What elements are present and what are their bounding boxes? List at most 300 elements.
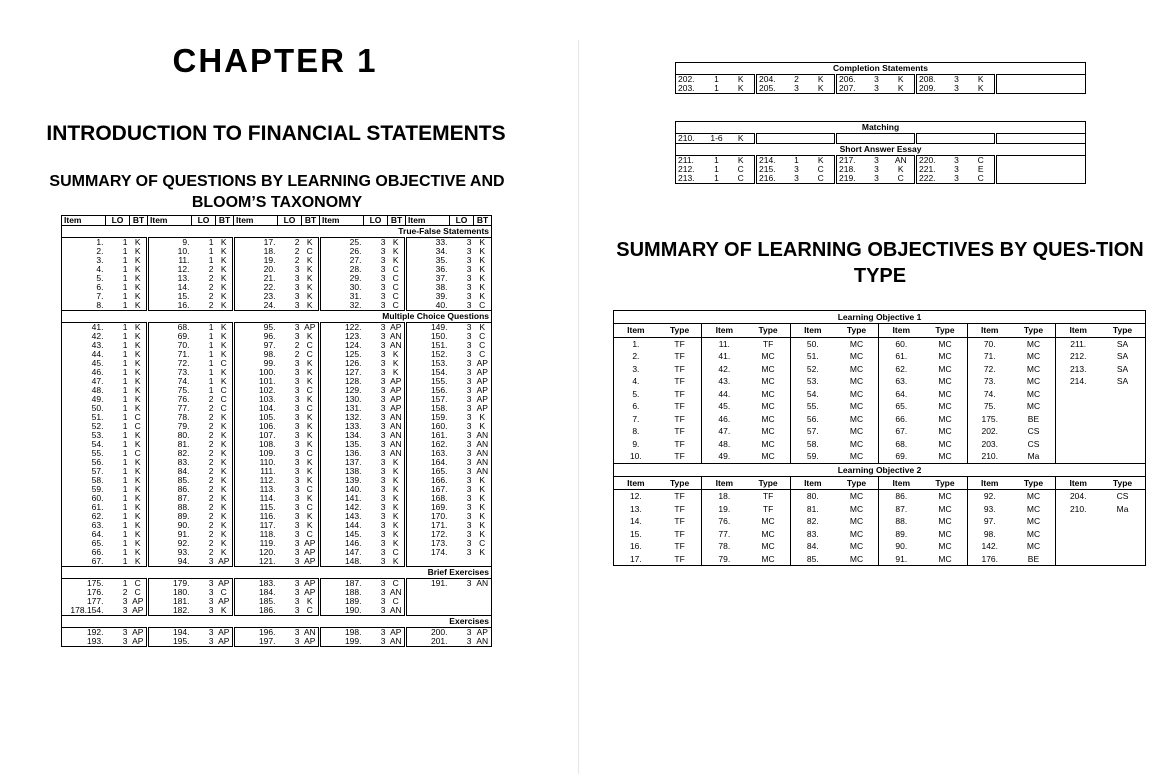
table-cell: 3: [946, 174, 968, 184]
table-cell: K: [220, 422, 227, 431]
table-cell: 10.: [614, 450, 658, 463]
table-cell: 194.: [148, 628, 192, 638]
table-cell: 163.: [406, 449, 450, 458]
empty-cell: [996, 174, 1086, 184]
table-cell: 96.: [234, 332, 278, 341]
table-cell: 3: [208, 627, 214, 637]
table-cell: [1100, 425, 1145, 438]
table-cell: 53.: [91, 431, 104, 440]
column-header: Item: [320, 216, 364, 226]
table-cell: 168.: [406, 494, 450, 503]
table-cell: 158.: [406, 404, 450, 413]
table-cell: 2: [794, 74, 799, 84]
table-cell: 211.: [676, 156, 706, 166]
table-cell: 185.: [234, 597, 278, 606]
table-cell: 102.: [234, 386, 278, 395]
table-cell: MC: [938, 351, 952, 361]
table-cell: K: [134, 395, 141, 404]
table-cell: 3: [278, 637, 302, 647]
table-cell: AP: [302, 637, 320, 647]
table-cell: K: [888, 75, 916, 85]
table-cell: 3: [380, 627, 386, 637]
table-cell: 75.: [148, 386, 192, 395]
table-cell: 3: [466, 476, 472, 485]
table-cell: MC: [761, 351, 775, 361]
table-cell: K: [392, 512, 399, 521]
column-header: Item: [967, 324, 1011, 338]
table-cell: K: [306, 274, 313, 283]
column-header: BT: [216, 216, 234, 226]
table-cell: 1: [122, 431, 128, 440]
table-row: [62, 579, 492, 589]
table-cell: 111.: [234, 467, 278, 476]
table-cell: 184.: [234, 588, 278, 597]
table-cell: 3: [294, 283, 300, 292]
table-cell: 3: [294, 332, 300, 341]
table-cell: 108.: [234, 440, 278, 449]
table-cell: 1: [794, 155, 799, 165]
table-cell: 76.: [148, 395, 192, 404]
column-header: Type: [1012, 476, 1056, 490]
column-header: LO: [278, 216, 302, 226]
table-cell: 89.: [879, 528, 923, 541]
table-cell: C: [392, 265, 399, 274]
table-cell: AN: [888, 156, 916, 166]
table-cell: C: [306, 449, 313, 458]
table-cell: 154.: [406, 368, 450, 377]
table-cell: 159.: [406, 413, 450, 422]
table-cell: 117.: [234, 521, 278, 530]
table-cell: [1056, 515, 1100, 528]
table-cell: [1100, 528, 1145, 541]
table-cell: 90.: [148, 521, 192, 530]
table-cell: MC: [938, 363, 952, 374]
table-cell: MC: [938, 388, 952, 399]
table-cell: C: [808, 174, 836, 184]
table-cell: 70.: [148, 341, 192, 350]
table-cell: 3: [294, 292, 300, 301]
table-cell: 54.: [91, 440, 104, 449]
table-cell: 109.: [234, 449, 278, 458]
column-header: Type: [923, 324, 967, 338]
table-cell: 147.: [320, 548, 364, 557]
table-cell: 79.: [148, 422, 192, 431]
table-cell: 3: [874, 155, 879, 165]
table-cell: C: [392, 274, 399, 283]
table-row: [676, 134, 1086, 144]
table-row: [614, 425, 1146, 438]
table-cell: 190.: [320, 606, 364, 616]
table-cell: K: [392, 530, 399, 539]
table-cell: 3: [208, 597, 214, 606]
table-cell: 136.: [320, 449, 364, 458]
table-cell: K: [134, 386, 141, 395]
empty-cell: [888, 134, 916, 144]
table-row: [62, 422, 492, 431]
table-cell: 2: [294, 237, 300, 247]
table-cell: 6.: [96, 283, 104, 292]
table-cell: 1: [122, 256, 128, 265]
table-cell: 3: [466, 467, 472, 476]
table-cell: 9.: [632, 438, 640, 449]
table-cell: 2: [208, 395, 214, 404]
section-title: Short Answer Essay: [676, 144, 1086, 156]
table-cell: AN: [476, 449, 489, 458]
table-cell: 39.: [406, 292, 450, 301]
table-cell: 52.: [91, 422, 104, 431]
column-header: Item: [614, 476, 658, 490]
table-cell: 3: [380, 476, 386, 485]
table-cell: 74.: [148, 377, 192, 386]
table-cell: K: [479, 413, 486, 422]
table-cell: 1: [714, 74, 719, 84]
table-cell: K: [134, 274, 141, 283]
table-cell: 1: [122, 467, 128, 476]
table-row: [62, 292, 492, 301]
table-cell: K: [134, 404, 141, 413]
table-cell: 3: [466, 503, 472, 512]
table-cell: K: [134, 341, 141, 350]
empty-cell: [968, 134, 996, 144]
table-cell: 3: [208, 578, 214, 588]
table-cell: 3: [874, 74, 879, 84]
table-cell: K: [306, 413, 313, 422]
table-cell: AP: [390, 377, 402, 386]
table-cell: 177.: [86, 597, 104, 606]
table-cell: 55.: [790, 400, 834, 413]
table-cell: MC: [761, 438, 775, 449]
table-cell: 1: [208, 237, 214, 247]
table-cell: 221.: [916, 165, 946, 174]
table-cell: 110.: [234, 458, 278, 467]
table-cell: TF: [674, 401, 685, 411]
table-cell: K: [134, 322, 141, 332]
table-cell: AN: [389, 440, 402, 449]
table-cell: 202.: [676, 75, 706, 85]
table-cell: 18.: [702, 490, 746, 503]
table-cell: 3: [380, 548, 386, 557]
table-cell: 137.: [320, 458, 364, 467]
table-cell: 176.: [86, 588, 104, 597]
table-cell: 3: [954, 165, 959, 174]
table-cell: 3: [946, 84, 968, 94]
table-cell: MC: [849, 438, 864, 449]
table-cell: K: [306, 521, 313, 530]
table-cell: 47.: [702, 425, 746, 438]
table-cell: 44.: [702, 388, 746, 401]
table-row: [676, 165, 1086, 174]
table-cell: C: [888, 174, 916, 184]
table-cell: K: [134, 283, 141, 292]
table-cell: AP: [390, 627, 402, 637]
table-cell: 16.: [629, 541, 642, 551]
table-cell: 3: [466, 395, 472, 404]
section-header: [62, 226, 492, 238]
table-cell: AN: [388, 606, 406, 616]
lo-by-question-type-table: [613, 310, 1146, 566]
table-cell: TF: [762, 503, 774, 514]
table-cell: C: [306, 485, 313, 494]
table-cell: TF: [674, 516, 685, 526]
table-cell: 1: [122, 322, 128, 332]
table-cell: 104.: [234, 404, 278, 413]
table-cell: BE: [1012, 553, 1056, 566]
table-cell: 99.: [234, 359, 278, 368]
table-cell: Ma: [1116, 503, 1129, 514]
table-cell: 3: [466, 368, 472, 377]
table-cell: K: [306, 422, 313, 431]
table-cell: 116.: [234, 512, 278, 521]
table-cell: 3: [466, 440, 472, 449]
table-cell: 82.: [148, 449, 192, 458]
table-cell: 3: [466, 485, 472, 494]
table-cell: 203.: [967, 438, 1011, 451]
table-cell: MC: [761, 541, 775, 551]
table-cell: 172.: [406, 530, 450, 539]
table-cell: 3: [294, 404, 300, 413]
table-cell: 174.: [406, 548, 450, 557]
table-cell: 126.: [320, 359, 364, 368]
table-cell: 60.: [879, 337, 923, 350]
table-cell: 3: [294, 359, 300, 368]
table-cell: MC: [849, 376, 864, 386]
table-cell: AN: [389, 422, 402, 431]
table-cell: K: [392, 359, 399, 368]
empty-cell: [996, 134, 1086, 144]
table-cell: 6.: [632, 401, 640, 411]
table-row: [614, 400, 1146, 413]
table-cell: 50.: [790, 337, 834, 350]
table-cell: 3: [294, 476, 300, 485]
table-cell: 156.: [406, 386, 450, 395]
table-cell: 87.: [879, 503, 923, 516]
table-cell: AN: [389, 332, 402, 341]
table-cell: 152.: [406, 350, 450, 359]
table-cell: K: [306, 292, 313, 301]
table-cell: 205.: [756, 84, 786, 94]
table-cell: K: [479, 256, 486, 265]
table-cell: 2: [208, 548, 214, 557]
table-cell: 2: [208, 458, 214, 467]
table-cell: 9.: [148, 238, 192, 248]
table-cell: 149.: [406, 323, 450, 333]
table-cell: 44.: [91, 350, 104, 359]
table-row: [62, 637, 492, 647]
table-cell: 59.: [91, 485, 104, 494]
table-cell: 36.: [406, 265, 450, 274]
table-cell: 66.: [91, 548, 104, 557]
table-cell: 14.: [629, 516, 642, 526]
table-cell: MC: [1026, 363, 1041, 374]
column-header: Item: [62, 216, 106, 226]
chapter-title: INTRODUCTION TO FINANCIAL STATEMENTS: [46, 122, 506, 145]
table-cell: K: [306, 431, 313, 440]
table-cell: TF: [674, 438, 685, 449]
table-cell: MC: [938, 516, 952, 526]
table-cell: 2: [208, 530, 214, 539]
table-cell: 155.: [406, 377, 450, 386]
table-cell: 106.: [234, 422, 278, 431]
table-row: [62, 494, 492, 503]
table-row: [62, 350, 492, 359]
table-cell: 3: [294, 386, 300, 395]
table-cell: 49.: [91, 395, 104, 404]
table-cell: 210.: [967, 450, 1011, 463]
table-cell: 3: [294, 440, 300, 449]
table-cell: K: [392, 521, 399, 530]
table-cell: K: [134, 256, 141, 265]
table-cell: 3: [294, 322, 300, 332]
column-header: Item: [967, 476, 1011, 490]
table-cell: 59.: [790, 450, 834, 463]
table-cell: 16.: [148, 301, 192, 311]
table-cell: K: [392, 237, 399, 247]
table-cell: AP: [304, 578, 316, 588]
table-row: [62, 368, 492, 377]
table-cell: 134.: [320, 431, 364, 440]
table-cell: 3: [294, 597, 300, 606]
table-cell: 3: [380, 265, 386, 274]
table-cell: 1: [208, 332, 214, 341]
table-cell: 191.: [406, 579, 450, 589]
section-title: Completion Statements: [676, 63, 1086, 75]
table-cell: 215.: [756, 165, 786, 174]
table-cell: 1: [122, 485, 128, 494]
table-cell: 42.: [702, 363, 746, 376]
table-cell: AP: [476, 404, 488, 413]
table-cell: 3: [294, 458, 300, 467]
table-cell: 3: [380, 404, 386, 413]
table-cell: K: [130, 557, 148, 567]
empty-cell: [866, 134, 888, 144]
table-cell: 48.: [702, 438, 746, 451]
table-cell: 1: [714, 155, 719, 165]
table-cell: MC: [761, 376, 775, 386]
table-cell: [474, 606, 492, 616]
table-cell: K: [728, 75, 756, 85]
table-cell: 61.: [879, 350, 923, 363]
table-cell: Ma: [1012, 450, 1056, 463]
table-cell: 31.: [320, 292, 364, 301]
table-cell: 2: [208, 292, 214, 301]
table-cell: 12.: [148, 265, 192, 274]
table-row: [676, 174, 1086, 184]
table-cell: 3: [380, 530, 386, 539]
table-cell: [450, 597, 474, 606]
empty-cell: [836, 134, 866, 144]
table-cell: K: [306, 265, 313, 274]
table-cell: 27.: [320, 256, 364, 265]
table-cell: K: [134, 539, 141, 548]
table-cell: AP: [304, 322, 316, 332]
table-cell: K: [392, 458, 399, 467]
column-header: Item: [790, 324, 834, 338]
table-cell: 2: [208, 512, 214, 521]
table-cell: 167.: [406, 485, 450, 494]
table-cell: 43.: [91, 341, 104, 350]
table-cell: K: [808, 75, 836, 85]
table-cell: 1: [122, 292, 128, 301]
table-cell: C: [134, 578, 141, 588]
table-row: [62, 503, 492, 512]
table-cell: 182.: [148, 606, 192, 616]
table-cell: 46.: [91, 368, 104, 377]
table-cell: C: [479, 350, 486, 359]
table-cell: 1: [122, 237, 128, 247]
table-cell: K: [392, 256, 399, 265]
table-cell: K: [220, 368, 227, 377]
table-cell: AP: [218, 627, 230, 637]
table-cell: 7.: [96, 292, 104, 301]
table-cell: K: [808, 156, 836, 166]
table-cell: 73.: [967, 375, 1011, 388]
table-cell: K: [306, 368, 313, 377]
column-header: LO: [364, 216, 388, 226]
table-cell: [1056, 438, 1100, 451]
column-header: BT: [388, 216, 406, 226]
table-row: [62, 377, 492, 386]
table-cell: [1056, 425, 1100, 438]
table-cell: K: [479, 512, 486, 521]
table-cell: 193.: [62, 637, 106, 647]
table-cell: K: [728, 134, 756, 144]
table-cell: 213.: [676, 174, 706, 184]
table-cell: 91.: [148, 530, 192, 539]
table-cell: C: [479, 341, 486, 350]
table-cell: 213.: [1056, 363, 1100, 376]
table-cell: 75.: [967, 400, 1011, 413]
table-cell: [1056, 528, 1100, 541]
table-cell: 62.: [879, 363, 923, 376]
table-cell: 3: [294, 467, 300, 476]
table-cell: 3: [380, 449, 386, 458]
table-row: [62, 413, 492, 422]
table-cell: 67.: [62, 557, 106, 567]
section-header: [62, 311, 492, 323]
table-cell: 92.: [967, 490, 1011, 503]
table-cell: 197.: [234, 637, 278, 647]
table-cell: AP: [476, 627, 488, 637]
table-cell: 3: [466, 274, 472, 283]
table-cell: 118.: [234, 530, 278, 539]
table-cell: AN: [476, 458, 489, 467]
table-cell: 1: [122, 440, 128, 449]
table-cell: 3: [874, 165, 879, 174]
table-cell: AN: [476, 578, 489, 588]
table-cell: K: [134, 548, 141, 557]
table-cell: MC: [1026, 388, 1041, 399]
table-cell: C: [306, 350, 313, 359]
table-cell: 3: [122, 627, 128, 637]
table-row: [62, 283, 492, 292]
table-cell: TF: [674, 426, 685, 436]
table-cell: AN: [389, 413, 402, 422]
table-cell: 3: [294, 503, 300, 512]
table-cell: K: [306, 377, 313, 386]
table-cell: 1: [122, 332, 128, 341]
table-cell: 3: [294, 265, 300, 274]
table-cell: 97.: [234, 341, 278, 350]
column-header: Item: [702, 476, 746, 490]
table-row: [676, 84, 1086, 94]
table-cell: 169.: [406, 503, 450, 512]
table-cell: 3: [294, 485, 300, 494]
table-row: [614, 503, 1146, 516]
summary-lo-bt-heading: SUMMARY OF QUESTIONS BY LEARNING OBJECTIVE AND BLOOM’S TAXONOMY: [49, 173, 505, 211]
table-cell: K: [134, 476, 141, 485]
table-cell: K: [479, 521, 486, 530]
table-cell: K: [220, 256, 227, 265]
